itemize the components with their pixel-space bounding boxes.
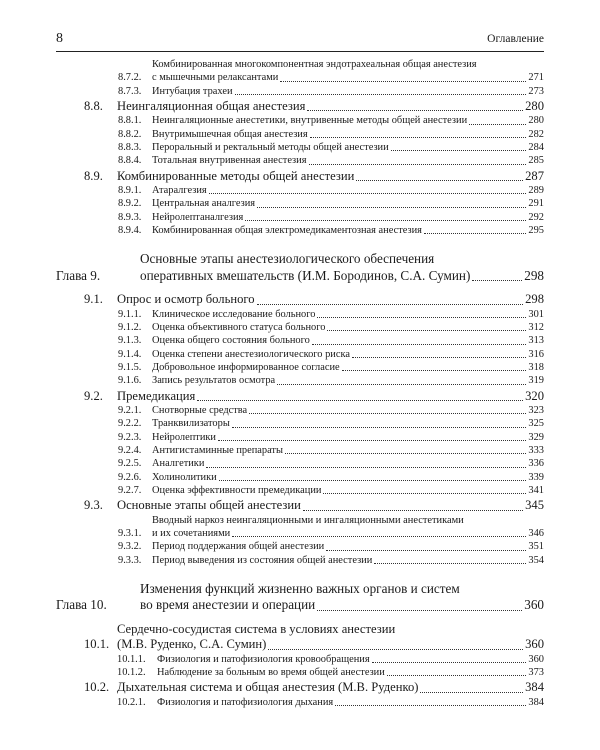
toc-entry-title: Снотворные средства	[152, 405, 248, 417]
toc-entry-10-2-1[interactable]	[56, 696, 544, 709]
toc-section-title: Дыхательная система и общая анестезия (М.В. Руденко)	[117, 680, 419, 695]
toc-entry-title: Тотальная внутривенная анестезия	[152, 155, 307, 167]
toc-entry-9-3-1[interactable]	[56, 514, 544, 541]
leader-dots	[472, 280, 522, 281]
toc-entry-9-1-1[interactable]	[56, 308, 544, 321]
toc-entry-title: Антигистаминные препараты	[152, 444, 283, 456]
toc-entry-title: Оценка степени анестезиологического риска	[152, 348, 350, 360]
toc-section-9-1[interactable]	[56, 292, 544, 308]
toc-section-title: Премедикация	[117, 388, 196, 403]
toc-entry-number: 9.2.1.	[118, 405, 142, 417]
toc-entry-number: 8.8.3.	[118, 141, 142, 153]
toc-entry-title: Физиология и патофизиология кровообращения	[157, 653, 370, 665]
toc-entry-page: 289	[528, 185, 544, 197]
leader-dots	[317, 610, 522, 611]
toc-section-page: 345	[525, 498, 544, 513]
toc-entry-page: 273	[528, 85, 544, 97]
toc-entry-number: 9.1.5.	[118, 361, 142, 373]
toc-entry-8-9-1[interactable]	[56, 184, 544, 197]
leader-dots	[197, 400, 523, 401]
toc-entry-title: Нейролептаналгезия	[152, 211, 244, 223]
toc-entry-title: Пероральный и ректальный методы общей анестезии	[152, 141, 389, 153]
leader-dots	[303, 510, 523, 511]
toc-entry-number: 9.2.2.	[118, 418, 142, 430]
toc-entry-page: 292	[528, 211, 544, 223]
toc-entry-8-8-3[interactable]	[56, 141, 544, 154]
toc-entry-9-1-6[interactable]	[56, 374, 544, 387]
leader-dots	[326, 550, 526, 551]
toc-entry-page: 351	[528, 541, 544, 553]
toc-entry-8-9-4[interactable]	[56, 224, 544, 237]
toc-entry-page: 339	[528, 471, 544, 483]
toc-entry-9-1-3[interactable]	[56, 334, 544, 347]
leader-dots	[206, 467, 526, 468]
leader-dots	[323, 493, 526, 494]
toc-chapter-title: Изменения функций жизненно важных органов и систем	[140, 580, 460, 596]
toc-section-9-3[interactable]	[56, 498, 544, 514]
toc-section-number: 10.1.	[84, 637, 110, 652]
toc-entry-9-2-3[interactable]	[56, 431, 544, 444]
toc-section-page: 384	[525, 680, 544, 695]
leader-dots	[232, 536, 526, 537]
toc-entry-title: Комбинированная многокомпонентная эндотрахеальная общая анестезия	[152, 59, 477, 70]
toc-section-number: 10.2.	[84, 680, 110, 695]
page-header	[56, 31, 544, 52]
leader-dots	[218, 440, 526, 441]
toc-chapter-page: 298	[524, 267, 544, 283]
toc-entry-number: 9.2.6.	[118, 471, 142, 483]
leader-dots	[277, 384, 526, 385]
toc-entry-number: 8.8.2.	[118, 128, 142, 140]
toc-entry-number: 9.1.2.	[118, 322, 142, 334]
toc-entry-number: 9.2.3.	[118, 431, 142, 443]
toc-entry-title: Нейролептики	[152, 431, 216, 443]
toc-entry-number: 9.2.5.	[118, 458, 142, 470]
toc-entry-title: Оценка объективного статуса больного	[152, 322, 326, 334]
toc-entry-title: Комбинированная общая электромедикаментозная анестезия	[152, 224, 422, 236]
toc-entry-page: 284	[528, 141, 544, 153]
toc-section-number: 8.8.	[84, 98, 103, 113]
toc-entry-page: 384	[528, 696, 544, 708]
toc-entry-8-8-2[interactable]	[56, 128, 544, 141]
toc-entry-number: 9.2.4.	[118, 444, 142, 456]
leader-dots	[307, 110, 523, 111]
toc-entry-number: 9.1.6.	[118, 375, 142, 387]
leader-dots	[352, 357, 526, 358]
toc-entry-8-7-3[interactable]	[56, 85, 544, 98]
toc-section-title: Комбинированные методы общей анестезии	[117, 168, 355, 183]
toc-entry-9-2-6[interactable]	[56, 471, 544, 484]
leader-dots	[335, 705, 526, 706]
toc-section-8-8[interactable]	[56, 99, 544, 115]
toc-chapter-number: Глава 9.	[56, 267, 101, 283]
toc-entry-title: Клиническое исследование больного	[152, 308, 316, 320]
leader-dots	[235, 94, 527, 95]
toc-section-10-2[interactable]	[56, 680, 544, 696]
toc-section-number: 8.9.	[84, 168, 103, 183]
toc-entry-page: 285	[528, 155, 544, 167]
toc-section-title: Опрос и осмотр больного	[117, 292, 255, 307]
toc-section-page: 280	[525, 98, 544, 113]
toc-entry-9-2-1[interactable]	[56, 404, 544, 417]
toc-entry-title: Вводный наркоз неингаляционными и ингаляционными анестетиками	[152, 514, 464, 526]
toc-chapter-page: 360	[524, 597, 544, 613]
toc-chapter-title-cont: во время анестезии и операции	[140, 597, 316, 613]
table-of-contents	[56, 58, 544, 709]
toc-entry-page: 295	[528, 224, 544, 236]
toc-entry-page: 282	[528, 128, 544, 140]
leader-dots	[257, 304, 524, 305]
toc-entry-page: 354	[528, 554, 544, 566]
toc-entry-page: 346	[528, 527, 544, 539]
toc-entry-number: 9.2.7.	[118, 484, 142, 496]
leader-dots	[312, 344, 527, 345]
toc-entry-page: 329	[528, 431, 544, 443]
toc-section-title: Неингаляционная общая анестезия	[117, 98, 306, 113]
toc-entry-page: 336	[528, 458, 544, 470]
toc-entry-number: 8.9.3.	[118, 211, 142, 223]
toc-section-10-1[interactable]	[56, 622, 544, 653]
toc-entry-number: 9.1.3.	[118, 335, 142, 347]
toc-entry-page: 291	[528, 198, 544, 210]
toc-entry-9-2-7[interactable]	[56, 484, 544, 497]
toc-section-title-cont: (М.В. Руденко, С.А. Сумин)	[117, 637, 267, 652]
toc-section-number: 9.2.	[84, 388, 103, 403]
toc-entry-number: 9.1.1.	[118, 308, 142, 320]
toc-entry-title: Оценка эффективности премедикации	[152, 484, 322, 496]
toc-entry-page: 373	[528, 667, 544, 679]
toc-entry-page: 325	[528, 418, 544, 430]
toc-entry-title-cont: с мышечными релаксантами	[152, 72, 279, 84]
leader-dots	[268, 649, 523, 650]
leader-dots	[257, 207, 526, 208]
leader-dots	[219, 480, 527, 481]
toc-entry-9-3-3[interactable]	[56, 554, 544, 567]
toc-section-8-9[interactable]	[56, 169, 544, 185]
toc-entry-number: 8.9.1.	[118, 185, 142, 197]
toc-entry-page: 360	[528, 653, 544, 665]
toc-entry-9-2-2[interactable]	[56, 417, 544, 430]
toc-section-title: Основные этапы общей анестезии	[117, 498, 301, 513]
toc-entry-title: Транквилизаторы	[152, 418, 230, 430]
toc-entry-8-9-2[interactable]	[56, 197, 544, 210]
toc-entry-number: 10.1.1.	[117, 653, 146, 665]
toc-entry-title: Добровольное информированное согласие	[152, 361, 340, 373]
toc-section-page: 298	[525, 292, 544, 307]
toc-entry-9-1-4[interactable]	[56, 348, 544, 361]
toc-entry-page: 312	[528, 322, 544, 334]
leader-dots	[317, 317, 526, 318]
toc-entry-8-8-1[interactable]	[56, 114, 544, 127]
toc-entry-number: 8.9.2.	[118, 198, 142, 210]
toc-entry-title: Период поддержания общей анестезии	[152, 541, 325, 553]
toc-entry-number: 8.7.3.	[118, 85, 142, 97]
toc-entry-number: 9.1.4.	[118, 348, 142, 360]
toc-entry-title: Атаралгезия	[152, 185, 207, 197]
toc-entry-page: 323	[528, 405, 544, 417]
toc-entry-page: 316	[528, 348, 544, 360]
toc-entry-title: Наблюдение за больным во время общей анестезии	[157, 667, 385, 679]
leader-dots	[285, 453, 526, 454]
toc-entry-page: 313	[528, 335, 544, 347]
leader-dots	[356, 180, 523, 181]
page-number: 8	[56, 31, 63, 46]
toc-entry-title-cont: и их сочетаниями	[152, 527, 231, 539]
leader-dots	[374, 563, 526, 564]
leader-dots	[424, 233, 526, 234]
toc-section-number: 9.1.	[84, 292, 103, 307]
toc-entry-title: Запись результатов осмотра	[152, 375, 276, 387]
toc-entry-number: 9.3.2.	[118, 541, 142, 553]
leader-dots	[245, 220, 526, 221]
toc-section-title: Сердечно-сосудистая система в условиях анестезии	[117, 621, 396, 636]
toc-entry-page: 301	[528, 308, 544, 320]
toc-entry-9-2-5[interactable]	[56, 457, 544, 470]
toc-section-page: 287	[525, 168, 544, 183]
toc-entry-8-8-4[interactable]	[56, 154, 544, 167]
toc-entry-number: 8.8.4.	[118, 155, 142, 167]
leader-dots	[310, 137, 527, 138]
toc-entry-title: Центральная аналгезия	[152, 198, 256, 210]
leader-dots	[232, 427, 527, 428]
leader-dots	[372, 662, 527, 663]
toc-entry-number: 8.9.4.	[118, 224, 142, 236]
toc-chapter-number: Глава 10.	[56, 597, 107, 613]
toc-entry-page: 280	[528, 115, 544, 127]
toc-entry-10-1-2[interactable]	[56, 666, 544, 679]
toc-chapter-10[interactable]	[56, 581, 544, 614]
leader-dots	[469, 124, 526, 125]
toc-entry-page: 341	[528, 484, 544, 496]
toc-entry-title: Аналгетики	[152, 458, 205, 470]
toc-entry-title: Холинолитики	[152, 471, 217, 483]
leader-dots	[420, 692, 523, 693]
toc-chapter-title: Основные этапы анестезиологического обеспечения	[140, 251, 435, 267]
leader-dots	[280, 81, 526, 82]
toc-section-page: 360	[525, 637, 544, 652]
leader-dots	[249, 413, 526, 414]
toc-entry-title: Оценка общего состояния больного	[152, 335, 310, 347]
toc-entry-8-7-2[interactable]	[56, 58, 544, 85]
toc-entry-page: 333	[528, 444, 544, 456]
toc-entry-page: 271	[528, 72, 544, 84]
toc-entry-number: 8.7.2.	[118, 72, 142, 84]
leader-dots	[342, 370, 527, 371]
toc-entry-number: 8.8.1.	[118, 115, 142, 127]
toc-entry-number: 10.1.2.	[117, 667, 146, 679]
toc-chapter-9[interactable]	[56, 251, 544, 284]
toc-entry-title: Физиология и патофизиология дыхания	[157, 696, 334, 708]
toc-section-number: 9.3.	[84, 498, 103, 513]
leader-dots	[327, 330, 526, 331]
toc-entry-9-1-2[interactable]	[56, 321, 544, 334]
toc-section-page: 320	[525, 388, 544, 403]
toc-entry-number: 9.3.3.	[118, 554, 142, 566]
toc-entry-9-2-4[interactable]	[56, 444, 544, 457]
toc-entry-10-1-1[interactable]	[56, 653, 544, 666]
toc-entry-9-1-5[interactable]	[56, 361, 544, 374]
toc-entry-page: 319	[528, 375, 544, 387]
toc-entry-title: Неингаляционные анестетики, внутривенные методы общей анестезии	[152, 115, 468, 127]
toc-entry-9-3-2[interactable]	[56, 540, 544, 553]
leader-dots	[309, 164, 527, 165]
leader-dots	[209, 193, 527, 194]
toc-entry-title: Интубация трахеи	[152, 85, 233, 97]
toc-entry-number: 9.3.1.	[118, 527, 142, 539]
toc-entry-title: Период выведения из состояния общей анестезии	[152, 554, 373, 566]
leader-dots	[387, 675, 527, 676]
toc-chapter-title-cont: оперативных вмешательств (И.М. Бородинов, С.А. Сумин)	[140, 267, 471, 283]
toc-entry-number: 10.2.1.	[117, 696, 146, 708]
running-head: Оглавление	[487, 33, 544, 45]
toc-section-9-2[interactable]	[56, 389, 544, 405]
toc-entry-title: Внутримышечная общая анестезия	[152, 128, 308, 140]
toc-entry-page: 318	[528, 361, 544, 373]
leader-dots	[391, 150, 527, 151]
toc-entry-8-9-3[interactable]	[56, 211, 544, 224]
